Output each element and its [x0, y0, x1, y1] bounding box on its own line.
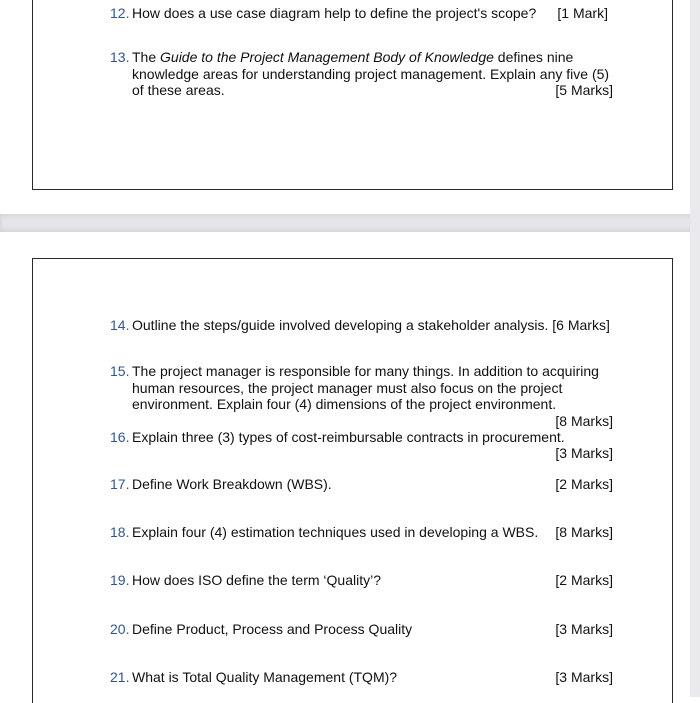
question-text: How does ISO define the term ‘Quality’?: [132, 572, 382, 588]
question-text: Explain three (3) types of cost-reimbursable contracts in procurement.: [132, 429, 565, 445]
page-edge-shadow: [690, 0, 700, 697]
question-text: Explain four (4) estimation techniques used in developing a WBS.: [132, 524, 539, 540]
question-text: How does a use case diagram help to define the project's scope?: [132, 5, 537, 21]
question-text-line-2: human resources, the project manager must also focus on the project: [132, 379, 563, 396]
question-number: 18.: [110, 524, 130, 540]
marks-label: [3 Marks]: [555, 621, 613, 637]
question-text-line-3: of these areas.: [132, 82, 225, 98]
marks-label: [1 Mark]: [557, 5, 608, 21]
question-text-line-1: The Guide to the Project Management Body of Knowledge defines nine: [132, 49, 574, 65]
question-number: 19.: [110, 572, 130, 588]
book-title: Guide to the Project Management Body of Knowledge: [160, 49, 494, 65]
question-number: 16.: [110, 429, 130, 445]
page-bottom: [0, 232, 690, 697]
question-18: [110, 524, 613, 541]
question-13: [110, 49, 613, 99]
question-text-line-3: environment. Explain four (4) dimensions of the project environment.: [132, 396, 557, 412]
question-number: 21.: [110, 669, 130, 685]
question-number: 20.: [110, 621, 130, 637]
question-text: What is Total Quality Management (TQM)?: [132, 669, 398, 685]
question-text-line-1: The project manager is responsible for many things. In addition to acquiring: [132, 363, 599, 379]
question-text: Define Product, Process and Process Quality: [132, 621, 413, 637]
marks-label: [2 Marks]: [555, 476, 613, 492]
question-19: [110, 572, 613, 589]
question-text: Outline the steps/guide involved developing a stakeholder analysis. [6 Marks]: [132, 317, 610, 333]
question-number: 17.: [110, 476, 130, 492]
marks-label: [5 Marks]: [555, 82, 613, 98]
question-text: Define Work Breakdown (WBS).: [132, 476, 332, 492]
question-16: [110, 429, 613, 461]
marks-label: [3 Marks]: [555, 669, 613, 685]
question-number: 13.: [110, 49, 130, 65]
marks-label: [8 Marks]: [555, 524, 613, 540]
question-20: [110, 621, 613, 638]
marks-label: [2 Marks]: [555, 572, 613, 588]
question-number: 12.: [110, 5, 130, 21]
question-number: 15.: [110, 363, 130, 379]
page-separator: [0, 214, 700, 232]
marks-label: [8 Marks]: [555, 413, 613, 429]
question-text-line-2: knowledge areas for understanding project management. Explain any five (5): [132, 65, 610, 82]
question-14: [110, 317, 613, 334]
page-top: [0, 0, 690, 214]
marks-label: [6 Marks]: [552, 317, 610, 333]
question-number: 14.: [110, 317, 130, 333]
marks-label: [3 Marks]: [555, 445, 613, 461]
question-21: [110, 669, 613, 686]
question-17: [110, 476, 613, 493]
question-12: [110, 5, 608, 22]
question-15: [110, 363, 613, 429]
